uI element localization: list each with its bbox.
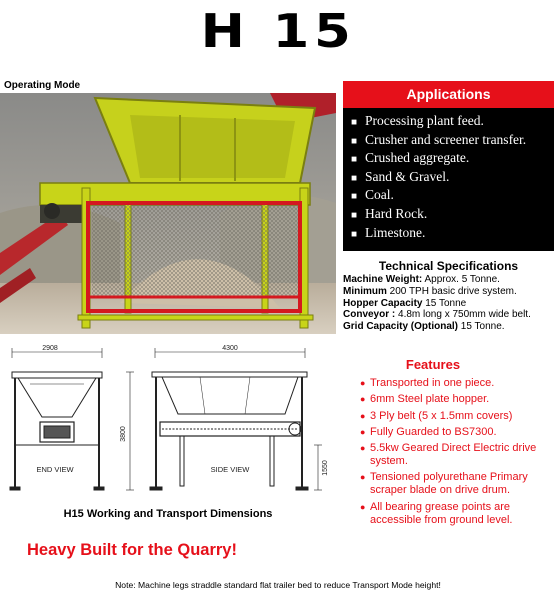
square-bullet-icon: ■ (351, 172, 358, 184)
circle-bullet-icon: ● (360, 426, 366, 437)
list-item: ● Fully Guarded to BS7300. (360, 425, 497, 438)
tech-specs-heading: Technical Specifications (378, 259, 519, 273)
footnote: Note: Machine legs straddle standard flat trailer bed to reduce Transport Mode height! (115, 580, 441, 590)
list-item: ■ Limestone. (351, 225, 526, 244)
dimension-drawing (0, 342, 336, 502)
spec-row: Hopper Capacity 15 Tonne (343, 297, 467, 309)
circle-bullet-icon: ● (360, 472, 366, 483)
applications-panel (343, 81, 554, 251)
list-item: ■ Hard Rock. (351, 206, 526, 225)
list-item: ● 5.5kw Geared Direct Electric drive system. (360, 442, 537, 468)
spec-row: Grid Capacity (Optional) 15 Tonne. (343, 321, 505, 333)
list-item: ■ Crushed aggregate. (351, 150, 526, 169)
circle-bullet-icon: ● (360, 410, 366, 421)
list-item: ● All bearing grease points are accessible from ground level. (360, 500, 513, 526)
side-length-dimension: 4300 (222, 345, 238, 352)
operating-mode-label: Operating Mode (4, 80, 81, 91)
list-item: ■ Coal. (351, 187, 526, 206)
height-dimension: 3800 (120, 426, 127, 442)
square-bullet-icon: ■ (351, 154, 358, 166)
list-item: ■ Processing plant feed. (351, 113, 526, 132)
square-bullet-icon: ■ (351, 228, 358, 240)
square-bullet-icon: ■ (351, 191, 358, 203)
list-item: ■ Sand & Gravel. (351, 169, 526, 188)
end-width-dimension: 2908 (42, 345, 58, 352)
machine-photo (0, 93, 336, 334)
spec-row: Minimum 200 TPH basic drive system. (343, 285, 517, 297)
side-view-label: SIDE VIEW (210, 465, 250, 474)
circle-bullet-icon: ● (360, 378, 366, 388)
features-list (360, 377, 556, 530)
circle-bullet-icon: ● (360, 501, 366, 512)
circle-bullet-icon: ● (360, 443, 366, 454)
leg-dimension: 1550 (322, 460, 329, 476)
square-bullet-icon: ■ (351, 117, 358, 128)
square-bullet-icon: ■ (351, 135, 358, 147)
end-view-label: END VIEW (36, 465, 74, 474)
spec-row: Conveyor : 4.8m long x 750mm wide belt. (343, 309, 531, 321)
list-item: ■ Crusher and screener transfer. (351, 132, 526, 151)
dimensions-caption: H15 Working and Transport Dimensions (63, 508, 273, 520)
tagline: Heavy Built for the Quarry! (27, 541, 237, 559)
list-item: ● Tensioned polyurethane Primary scraper blade on drive drum. (360, 471, 528, 497)
spec-row: Machine Weight: Approx. 5 Tonne. (343, 274, 500, 285)
page-title: H 15 (200, 4, 356, 58)
features-heading: Features (405, 357, 461, 372)
square-bullet-icon: ■ (351, 209, 358, 221)
list-item: ● 3 Ply belt (5 x 1.5mm covers) (360, 409, 513, 422)
tech-specs-list (343, 274, 556, 333)
applications-list (351, 113, 526, 243)
applications-heading: Applications (343, 81, 554, 108)
list-item: ● 6mm Steel plate hopper. (360, 393, 490, 406)
circle-bullet-icon: ● (360, 394, 366, 405)
list-item: ● Transported in one piece. (360, 377, 495, 389)
